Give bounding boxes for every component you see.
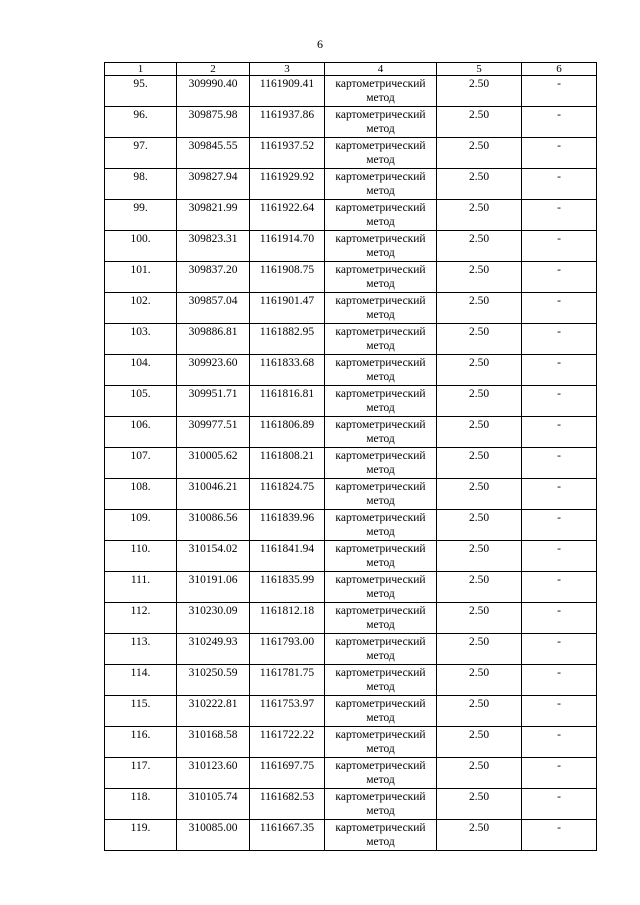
method-cell: картометрический метод bbox=[325, 789, 437, 820]
x-coordinate-cell: 310250.59 bbox=[177, 665, 250, 696]
accuracy-cell: 2.50 bbox=[437, 727, 522, 758]
column-header: 6 bbox=[522, 63, 597, 76]
method-cell: картометрический метод bbox=[325, 76, 437, 107]
table-row bbox=[105, 355, 597, 386]
method-cell: картометрический метод bbox=[325, 510, 437, 541]
method-cell: картометрический метод bbox=[325, 727, 437, 758]
x-coordinate-cell: 310191.06 bbox=[177, 572, 250, 603]
table-row bbox=[105, 572, 597, 603]
point-number-cell: 102. bbox=[105, 293, 177, 324]
x-coordinate-cell: 309977.51 bbox=[177, 417, 250, 448]
point-number-cell: 98. bbox=[105, 169, 177, 200]
y-coordinate-cell: 1161697.75 bbox=[250, 758, 325, 789]
point-number-cell: 119. bbox=[105, 820, 177, 851]
note-cell: - bbox=[522, 665, 597, 696]
accuracy-cell: 2.50 bbox=[437, 417, 522, 448]
x-coordinate-cell: 309990.40 bbox=[177, 76, 250, 107]
point-number-cell: 115. bbox=[105, 696, 177, 727]
point-number-cell: 96. bbox=[105, 107, 177, 138]
note-cell: - bbox=[522, 324, 597, 355]
accuracy-cell: 2.50 bbox=[437, 293, 522, 324]
table-row bbox=[105, 231, 597, 262]
y-coordinate-cell: 1161882.95 bbox=[250, 324, 325, 355]
y-coordinate-cell: 1161793.00 bbox=[250, 634, 325, 665]
accuracy-cell: 2.50 bbox=[437, 386, 522, 417]
table-row bbox=[105, 634, 597, 665]
table-row bbox=[105, 603, 597, 634]
accuracy-cell: 2.50 bbox=[437, 448, 522, 479]
y-coordinate-cell: 1161914.70 bbox=[250, 231, 325, 262]
y-coordinate-cell: 1161682.53 bbox=[250, 789, 325, 820]
method-cell: картометрический метод bbox=[325, 355, 437, 386]
method-cell: картометрический метод bbox=[325, 138, 437, 169]
note-cell: - bbox=[522, 510, 597, 541]
accuracy-cell: 2.50 bbox=[437, 541, 522, 572]
accuracy-cell: 2.50 bbox=[437, 355, 522, 386]
note-cell: - bbox=[522, 541, 597, 572]
table-row bbox=[105, 820, 597, 851]
table-row bbox=[105, 386, 597, 417]
x-coordinate-cell: 309821.99 bbox=[177, 200, 250, 231]
point-number-cell: 101. bbox=[105, 262, 177, 293]
table-row bbox=[105, 479, 597, 510]
table-row bbox=[105, 200, 597, 231]
note-cell: - bbox=[522, 76, 597, 107]
table-row bbox=[105, 696, 597, 727]
x-coordinate-cell: 310085.00 bbox=[177, 820, 250, 851]
table-row bbox=[105, 324, 597, 355]
y-coordinate-cell: 1161806.89 bbox=[250, 417, 325, 448]
accuracy-cell: 2.50 bbox=[437, 231, 522, 262]
x-coordinate-cell: 310249.93 bbox=[177, 634, 250, 665]
method-cell: картометрический метод bbox=[325, 665, 437, 696]
accuracy-cell: 2.50 bbox=[437, 479, 522, 510]
accuracy-cell: 2.50 bbox=[437, 665, 522, 696]
table-row bbox=[105, 76, 597, 107]
method-cell: картометрический метод bbox=[325, 603, 437, 634]
y-coordinate-cell: 1161835.99 bbox=[250, 572, 325, 603]
x-coordinate-cell: 310086.56 bbox=[177, 510, 250, 541]
point-number-cell: 108. bbox=[105, 479, 177, 510]
x-coordinate-cell: 309951.71 bbox=[177, 386, 250, 417]
point-number-cell: 118. bbox=[105, 789, 177, 820]
point-number-cell: 116. bbox=[105, 727, 177, 758]
note-cell: - bbox=[522, 386, 597, 417]
table-row bbox=[105, 417, 597, 448]
method-cell: картометрический метод bbox=[325, 479, 437, 510]
table-row bbox=[105, 107, 597, 138]
y-coordinate-cell: 1161833.68 bbox=[250, 355, 325, 386]
accuracy-cell: 2.50 bbox=[437, 820, 522, 851]
y-coordinate-cell: 1161922.64 bbox=[250, 200, 325, 231]
method-cell: картометрический метод bbox=[325, 386, 437, 417]
point-number-cell: 100. bbox=[105, 231, 177, 262]
y-coordinate-cell: 1161841.94 bbox=[250, 541, 325, 572]
note-cell: - bbox=[522, 417, 597, 448]
x-coordinate-cell: 310168.58 bbox=[177, 727, 250, 758]
method-cell: картометрический метод bbox=[325, 572, 437, 603]
table-row bbox=[105, 262, 597, 293]
x-coordinate-cell: 310230.09 bbox=[177, 603, 250, 634]
point-number-cell: 99. bbox=[105, 200, 177, 231]
method-cell: картометрический метод bbox=[325, 417, 437, 448]
accuracy-cell: 2.50 bbox=[437, 758, 522, 789]
y-coordinate-cell: 1161909.41 bbox=[250, 76, 325, 107]
method-cell: картометрический метод bbox=[325, 231, 437, 262]
y-coordinate-cell: 1161722.22 bbox=[250, 727, 325, 758]
point-number-cell: 114. bbox=[105, 665, 177, 696]
point-number-cell: 103. bbox=[105, 324, 177, 355]
note-cell: - bbox=[522, 231, 597, 262]
y-coordinate-cell: 1161839.96 bbox=[250, 510, 325, 541]
point-number-cell: 109. bbox=[105, 510, 177, 541]
accuracy-cell: 2.50 bbox=[437, 510, 522, 541]
point-number-cell: 95. bbox=[105, 76, 177, 107]
method-cell: картометрический метод bbox=[325, 448, 437, 479]
method-cell: картометрический метод bbox=[325, 262, 437, 293]
point-number-cell: 111. bbox=[105, 572, 177, 603]
column-header: 1 bbox=[105, 63, 177, 76]
note-cell: - bbox=[522, 572, 597, 603]
method-cell: картометрический метод bbox=[325, 107, 437, 138]
note-cell: - bbox=[522, 479, 597, 510]
point-number-cell: 113. bbox=[105, 634, 177, 665]
table-row bbox=[105, 138, 597, 169]
x-coordinate-cell: 310222.81 bbox=[177, 696, 250, 727]
accuracy-cell: 2.50 bbox=[437, 107, 522, 138]
method-cell: картометрический метод bbox=[325, 169, 437, 200]
point-number-cell: 105. bbox=[105, 386, 177, 417]
point-number-cell: 97. bbox=[105, 138, 177, 169]
y-coordinate-cell: 1161667.35 bbox=[250, 820, 325, 851]
table-row bbox=[105, 293, 597, 324]
x-coordinate-cell: 309845.55 bbox=[177, 138, 250, 169]
y-coordinate-cell: 1161808.21 bbox=[250, 448, 325, 479]
x-coordinate-cell: 309875.98 bbox=[177, 107, 250, 138]
table-row bbox=[105, 758, 597, 789]
x-coordinate-cell: 309857.04 bbox=[177, 293, 250, 324]
column-header: 5 bbox=[437, 63, 522, 76]
x-coordinate-cell: 309823.31 bbox=[177, 231, 250, 262]
column-header: 3 bbox=[250, 63, 325, 76]
point-number-cell: 117. bbox=[105, 758, 177, 789]
accuracy-cell: 2.50 bbox=[437, 603, 522, 634]
method-cell: картометрический метод bbox=[325, 324, 437, 355]
note-cell: - bbox=[522, 169, 597, 200]
table-row bbox=[105, 169, 597, 200]
note-cell: - bbox=[522, 727, 597, 758]
table-row bbox=[105, 727, 597, 758]
point-number-cell: 107. bbox=[105, 448, 177, 479]
point-number-cell: 104. bbox=[105, 355, 177, 386]
y-coordinate-cell: 1161901.47 bbox=[250, 293, 325, 324]
y-coordinate-cell: 1161908.75 bbox=[250, 262, 325, 293]
x-coordinate-cell: 309923.60 bbox=[177, 355, 250, 386]
note-cell: - bbox=[522, 293, 597, 324]
x-coordinate-cell: 310154.02 bbox=[177, 541, 250, 572]
y-coordinate-cell: 1161824.75 bbox=[250, 479, 325, 510]
x-coordinate-cell: 309837.20 bbox=[177, 262, 250, 293]
table-row bbox=[105, 448, 597, 479]
table-row bbox=[105, 665, 597, 696]
method-cell: картометрический метод bbox=[325, 293, 437, 324]
y-coordinate-cell: 1161781.75 bbox=[250, 665, 325, 696]
accuracy-cell: 2.50 bbox=[437, 324, 522, 355]
y-coordinate-cell: 1161929.92 bbox=[250, 169, 325, 200]
accuracy-cell: 2.50 bbox=[437, 138, 522, 169]
note-cell: - bbox=[522, 200, 597, 231]
x-coordinate-cell: 310046.21 bbox=[177, 479, 250, 510]
point-number-cell: 110. bbox=[105, 541, 177, 572]
x-coordinate-cell: 309827.94 bbox=[177, 169, 250, 200]
method-cell: картометрический метод bbox=[325, 634, 437, 665]
x-coordinate-cell: 309886.81 bbox=[177, 324, 250, 355]
y-coordinate-cell: 1161937.86 bbox=[250, 107, 325, 138]
y-coordinate-cell: 1161812.18 bbox=[250, 603, 325, 634]
y-coordinate-cell: 1161816.81 bbox=[250, 386, 325, 417]
method-cell: картометрический метод bbox=[325, 541, 437, 572]
accuracy-cell: 2.50 bbox=[437, 169, 522, 200]
note-cell: - bbox=[522, 789, 597, 820]
accuracy-cell: 2.50 bbox=[437, 634, 522, 665]
column-header: 4 bbox=[325, 63, 437, 76]
table-body bbox=[105, 76, 597, 851]
note-cell: - bbox=[522, 634, 597, 665]
accuracy-cell: 2.50 bbox=[437, 789, 522, 820]
table-row bbox=[105, 510, 597, 541]
x-coordinate-cell: 310105.74 bbox=[177, 789, 250, 820]
note-cell: - bbox=[522, 448, 597, 479]
y-coordinate-cell: 1161753.97 bbox=[250, 696, 325, 727]
note-cell: - bbox=[522, 603, 597, 634]
point-number-cell: 112. bbox=[105, 603, 177, 634]
accuracy-cell: 2.50 bbox=[437, 696, 522, 727]
note-cell: - bbox=[522, 696, 597, 727]
table-row bbox=[105, 541, 597, 572]
page-number: 6 bbox=[317, 37, 323, 51]
note-cell: - bbox=[522, 758, 597, 789]
table-header-row bbox=[105, 63, 597, 76]
note-cell: - bbox=[522, 138, 597, 169]
accuracy-cell: 2.50 bbox=[437, 572, 522, 603]
x-coordinate-cell: 310123.60 bbox=[177, 758, 250, 789]
accuracy-cell: 2.50 bbox=[437, 262, 522, 293]
y-coordinate-cell: 1161937.52 bbox=[250, 138, 325, 169]
column-header: 2 bbox=[177, 63, 250, 76]
note-cell: - bbox=[522, 355, 597, 386]
table-row bbox=[105, 789, 597, 820]
point-number-cell: 106. bbox=[105, 417, 177, 448]
method-cell: картометрический метод bbox=[325, 758, 437, 789]
method-cell: картометрический метод bbox=[325, 696, 437, 727]
note-cell: - bbox=[522, 107, 597, 138]
note-cell: - bbox=[522, 262, 597, 293]
method-cell: картометрический метод bbox=[325, 200, 437, 231]
accuracy-cell: 2.50 bbox=[437, 76, 522, 107]
coordinates-table bbox=[104, 62, 597, 851]
accuracy-cell: 2.50 bbox=[437, 200, 522, 231]
x-coordinate-cell: 310005.62 bbox=[177, 448, 250, 479]
note-cell: - bbox=[522, 820, 597, 851]
method-cell: картометрический метод bbox=[325, 820, 437, 851]
